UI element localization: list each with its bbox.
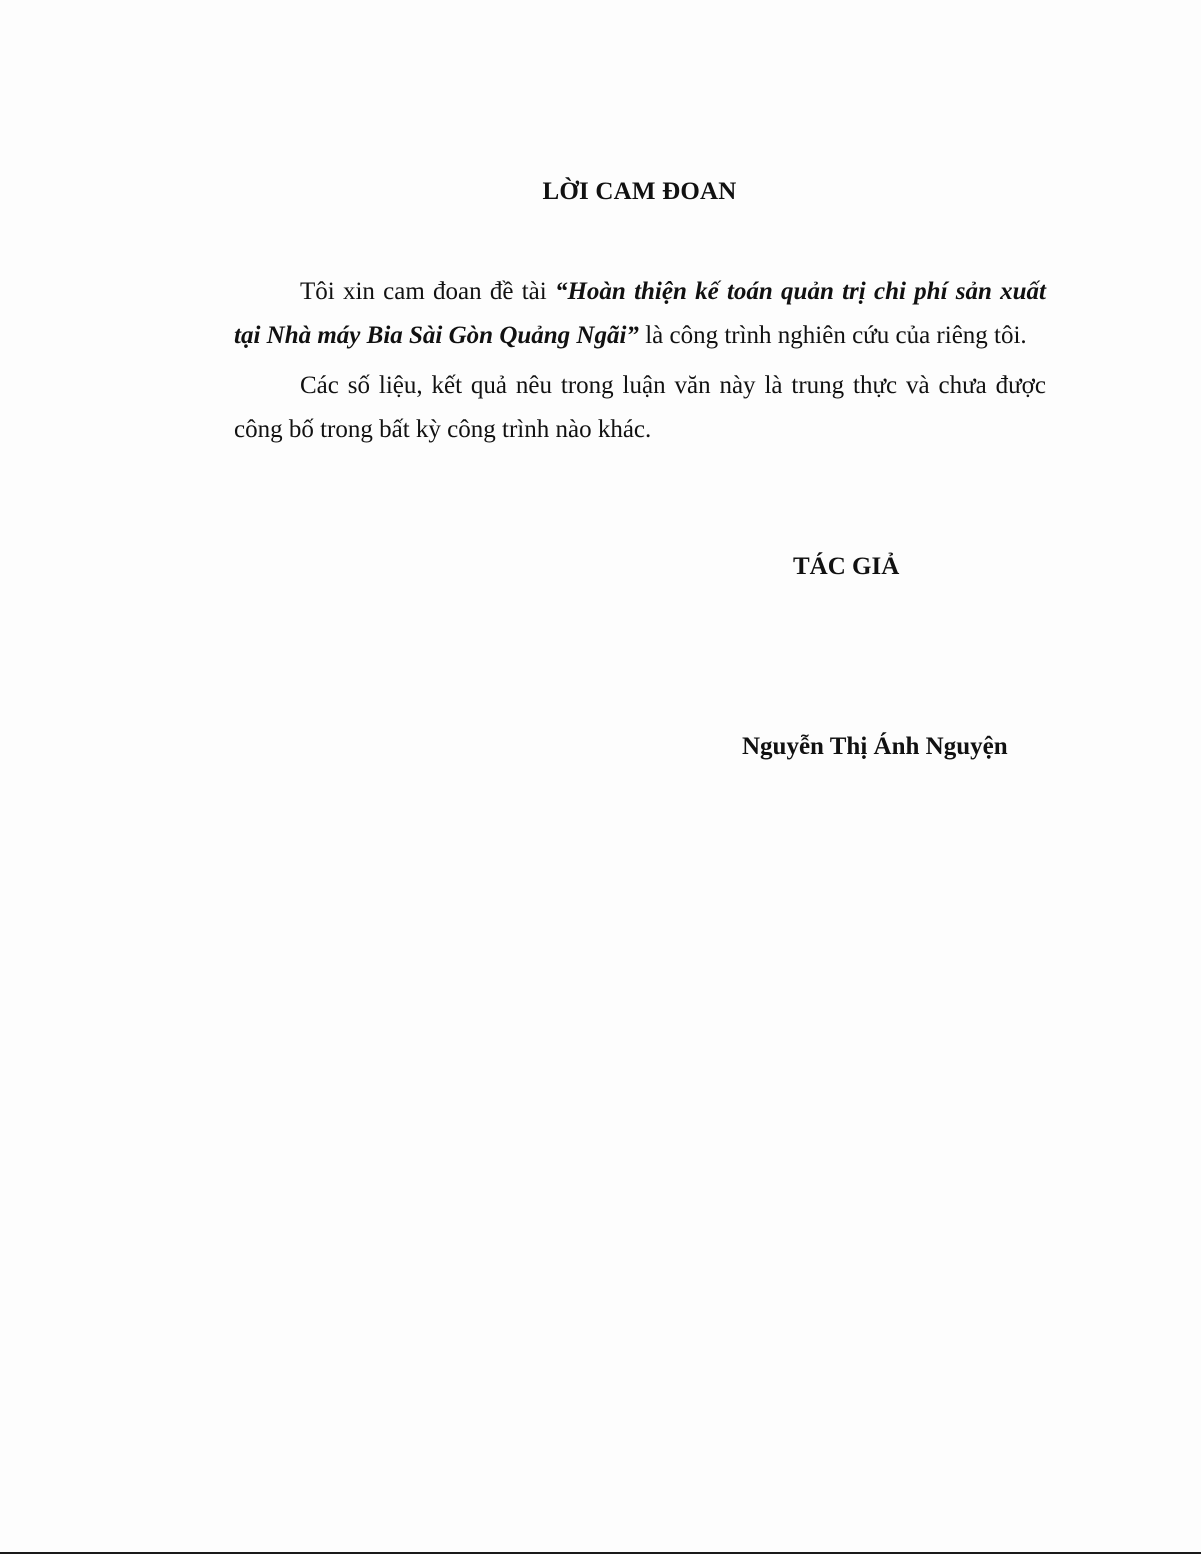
page-title: LỜI CAM ĐOAN (542, 178, 737, 205)
thesis-title: “Hoàn thiện kế toán quản trị chi phí sản xuất tại Nhà máy Bia Sài Gòn Quảng Ngãi” (234, 278, 1046, 349)
paragraph-1-lead: Tôi xin cam đoan đề tài (300, 278, 555, 305)
declaration-body (234, 270, 1046, 452)
declaration-paragraph-1 (234, 270, 1046, 358)
declaration-paragraph-2: Các số liệu, kết quả nêu trong luận văn này là trung thực và chưa được công bố trong bất kỳ công trình nào khác. (234, 372, 1046, 443)
author-name: Nguyễn Thị Ánh Nguyện (742, 733, 1008, 760)
paragraph-1-tail: là công trình nghiên cứu của riêng tôi. (638, 322, 1027, 349)
author-label: TÁC GIẢ (793, 553, 900, 580)
